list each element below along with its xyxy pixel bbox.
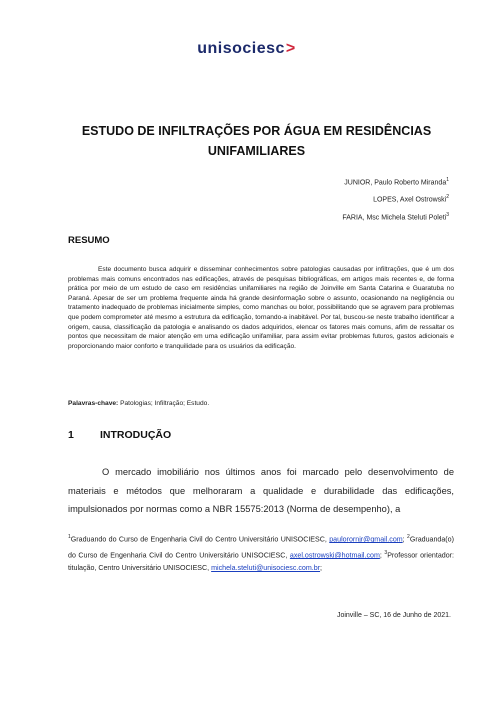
- email-link-1[interactable]: paulorornjr@gmail.com: [329, 535, 403, 544]
- resumo-heading: RESUMO: [68, 235, 110, 246]
- author-2: LOPES, Axel Ostrowski$^2$: [373, 194, 449, 204]
- author-1: JUNIOR, Paulo Roberto Miranda$^1$: [344, 177, 449, 187]
- date-line: Joinville – SC, 16 de Junho de 2021.: [336, 612, 451, 619]
- keywords-value: Patologias; Infiltração; Estudo.: [120, 400, 210, 407]
- email-link-3[interactable]: michela.steluti@unisociesc.com.br: [211, 564, 321, 573]
- section-heading-introducao: [68, 429, 171, 441]
- logo-chevron-icon: >: [285, 40, 296, 57]
- title-line-2: UNIFAMILIARES: [207, 144, 306, 158]
- keywords-line: [68, 400, 209, 407]
- title-line-1: ESTUDO DE INFILTRAÇÕES POR ÁGUA EM RESIDÊNCIAS: [81, 124, 432, 138]
- footnotes: $^1$Graduando do Curso de Engenharia Civil do Centro Universitário UNISOCIESC, paulorornjr@gmail.com; $^2$Graduanda(o) do Curso de Engenharia Civil do Centro Universitário UNISOCIESC, axel.ostrowski@hotmail.com; $^3$Professor orientador: titulação, Centro Universitário UNISOCIESC, michela.steluti@unisociesc.com.br;: [68, 534, 454, 573]
- authors-block: [342, 173, 449, 225]
- intro-paragraph: O mercado imobiliário nos últimos anos foi marcado pelo desenvolvimento de materiais e métodos que melhoraram a qualidade e durabilidade das edificações, impulsionados por normas como a NBR 15575:2013 (Norma de desempenho), a: [68, 467, 454, 514]
- section-number: 1: [68, 429, 74, 441]
- logo-text: unisociesc: [197, 40, 285, 57]
- abstract-text: Este documento busca adquirir e disseminar conhecimentos sobre patologias causadas por infiltrações, que é um dos problemas mais comuns encontrados nas edificações, através de pesquisas bibliográficas, em artigos mais recentes e, de forma prática por meio de um estudo de caso em residências unifamiliares na região de Joinville em Santa Catarina e Guaratuba no Paraná. Apesar de ser um problema frequente ainda há grande desinformação sobre o assunto, ocasionando na negligência ou tratamento inadequado de problemas inicialmente simples, como manchas ou bolor, possibilitando que se agravem para problemas que podem comprometer até mesmo a estrutura da edificação, tornando-a inabitável. Por tal, buscou-se neste trabalho identificar a origem, causa, classificação da patologia e analisando os dados adquiridos, elencar os fatores mais comuns, afim de ressaltar os pontos que necessitam de maior atenção em uma edificação unifamiliar, para assim evitar problemas futuros, gastos adicionais e proporcionando maior conforto e tranquilidade para os usuários da edificação.: [68, 266, 454, 350]
- unisociesc-logo: [0, 40, 493, 58]
- section-title: INTRODUÇÃO: [100, 429, 172, 441]
- keywords-label: Palavras-chave:: [68, 400, 119, 407]
- author-3: FARIA, Msc Michela Steluti Poleti$^3$: [342, 211, 449, 221]
- email-link-2[interactable]: axel.ostrowski@hotmail.com: [289, 551, 380, 560]
- document-title: [60, 121, 453, 161]
